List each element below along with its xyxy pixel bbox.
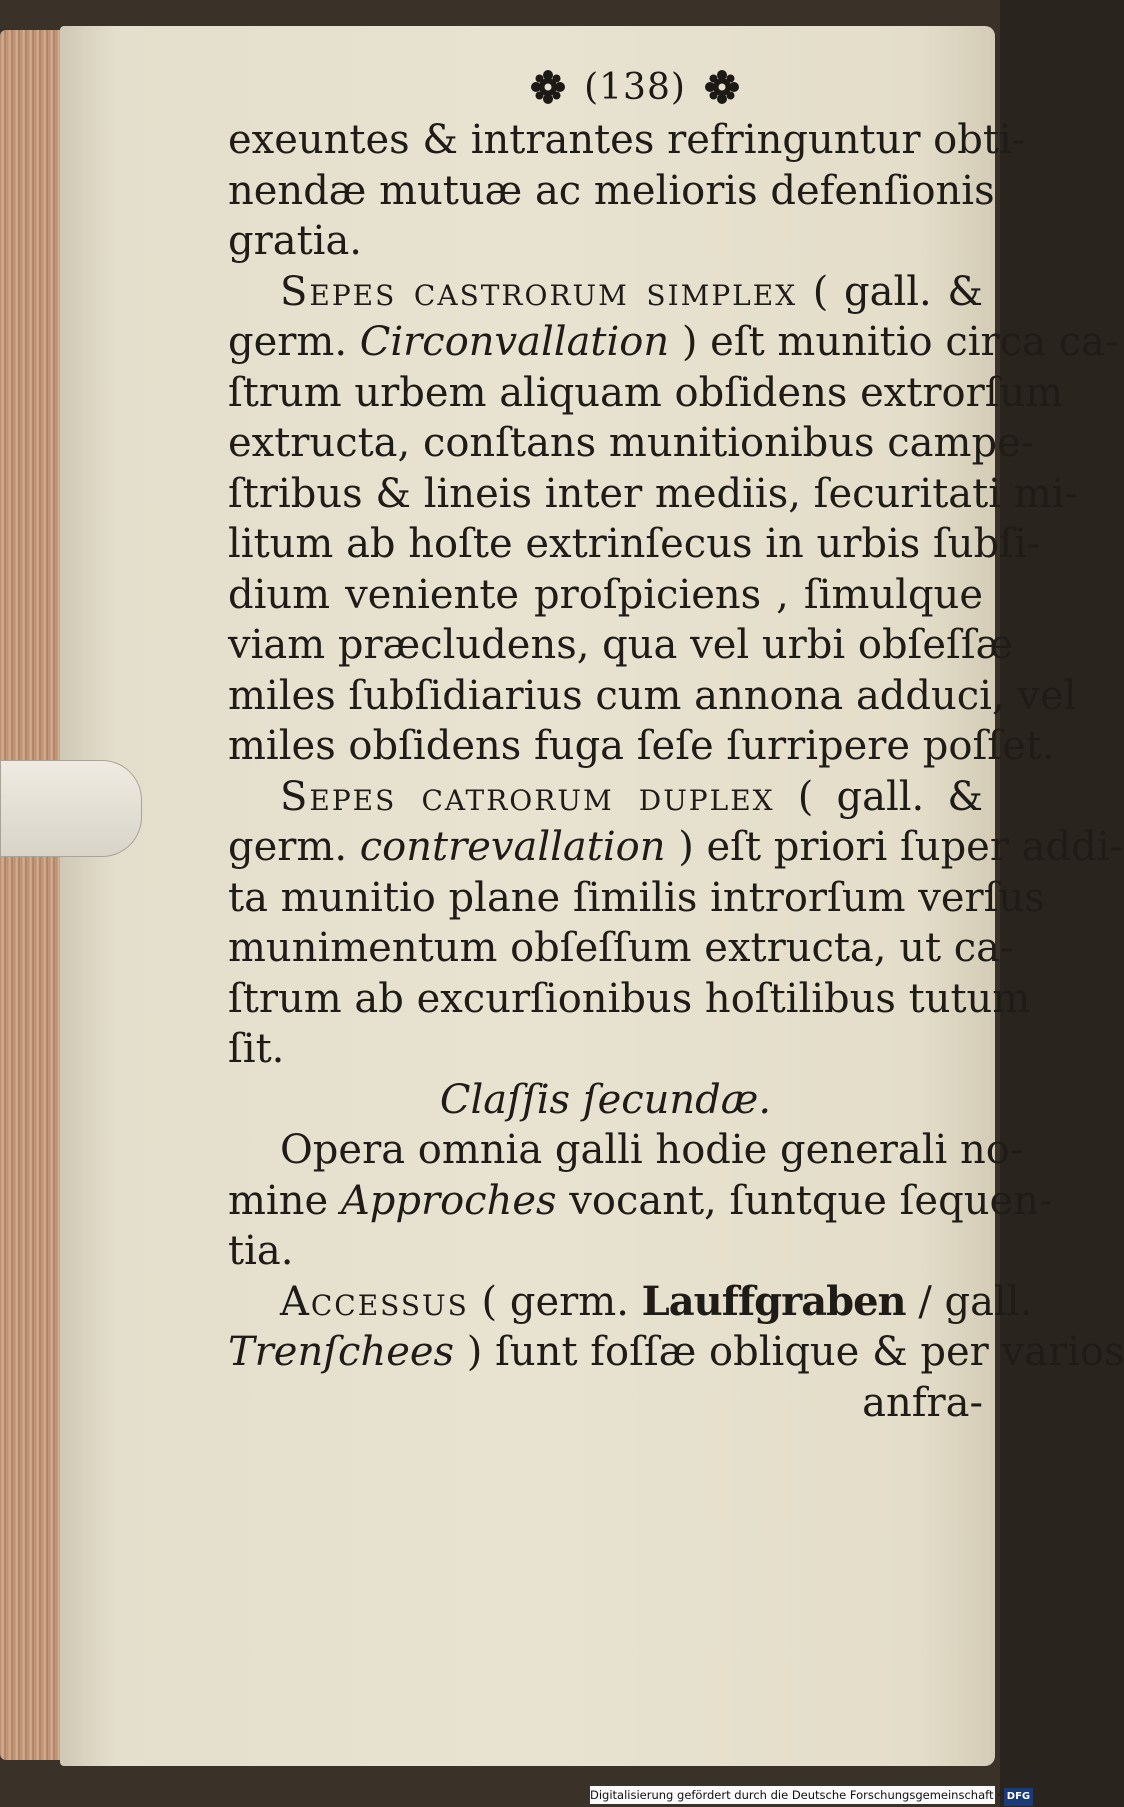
term-small-caps: Sepes castrorum simplex [280,268,798,315]
text-line [228,1176,1053,1227]
text-fragment: mine [228,1177,329,1224]
ornament-flower-icon [704,69,740,105]
section-heading: Claſſis ſecundæ. [439,1076,772,1123]
term-italic: Approches [340,1177,557,1224]
text-line: miles ſubſidiarius cum annona adduci, vel [228,672,1077,719]
text-line: ſtrum urbem aliquam obſidens extrorſum [228,369,1064,416]
text-line: extructa, conſtans munitionibus campe- [228,420,1035,466]
text-line: miles obſidens fuga ſeſe ſurripere poſſet. [228,723,1055,769]
catchword: anfra- [862,1379,983,1426]
text-line: ta munitio plane ſimilis introrſum verſus [228,874,1045,921]
text-line: ſtrum ab excurſionibus hoſtilibus tutum [228,975,1031,1022]
text-fragment: ( germ. [481,1278,629,1325]
text-block [228,115,1124,1428]
term-italic: Circonvallation [359,319,670,365]
text-fragment: ( gall. & [812,268,983,315]
text-line: dium veniente proſpiciens , ſimulque [228,571,983,618]
text-line: ſit. [228,1026,285,1072]
text-line: munimentum obſeſſum extructa, ut ca- [228,925,1014,971]
text-fragment: ) ſunt foſſæ oblique & per varios [466,1329,1124,1375]
page-number: (138) [584,66,686,108]
text-fragment: germ. [228,824,348,870]
text-fragment: germ. [228,319,348,365]
text-line [228,1327,1124,1378]
text-line: viam præcludens, qua vel urbi obſeſſæ [228,622,1014,668]
text-fragment: ) eſt priori ſuper addi- [678,824,1124,870]
ornament-flower-icon [530,69,566,105]
term-italic: Trenſchees [228,1329,455,1375]
bookmark-tab [0,760,142,857]
text-line: ſtribus & lineis inter mediis, ſecuritati mi- [228,470,1078,517]
text-fragment: ) eſt munitio circa ca- [681,319,1119,365]
page-header [520,62,750,112]
text-line [228,317,1119,368]
text-line: Opera omnia galli hodie generali no- [280,1127,1024,1173]
text-fragment: / gall. [918,1278,1033,1325]
text-fragment: ( gall. & [797,773,983,820]
text-line [228,267,983,318]
credit-text: Digitalisierung gefördert durch die Deutsche Forschungsgemeinschaft · [590,1788,1001,1802]
text-fragment: vocant, ſuntque ſequen- [569,1177,1053,1224]
text-line [228,772,983,823]
text-line: litum ab hoſte extrinſecus in urbis ſubſi- [228,521,1041,567]
text-line: gratia. [228,218,363,264]
term-blackletter: Lauffgraben [641,1277,906,1325]
text-line: tia. [228,1228,294,1274]
text-line: nendæ mutuæ ac melioris defenſionis [228,167,995,214]
dfg-logo: DFG [1004,1788,1033,1806]
text-line [228,822,1124,873]
term-small-caps: Accessus [280,1278,469,1325]
text-line [228,1277,1033,1328]
term-small-caps: Sepes catrorum duplex [280,773,775,820]
digitization-credit [590,1786,1031,1804]
text-line: exeuntes & intrantes refringuntur obti- [228,117,1026,163]
term-italic: contrevallation [359,824,666,870]
